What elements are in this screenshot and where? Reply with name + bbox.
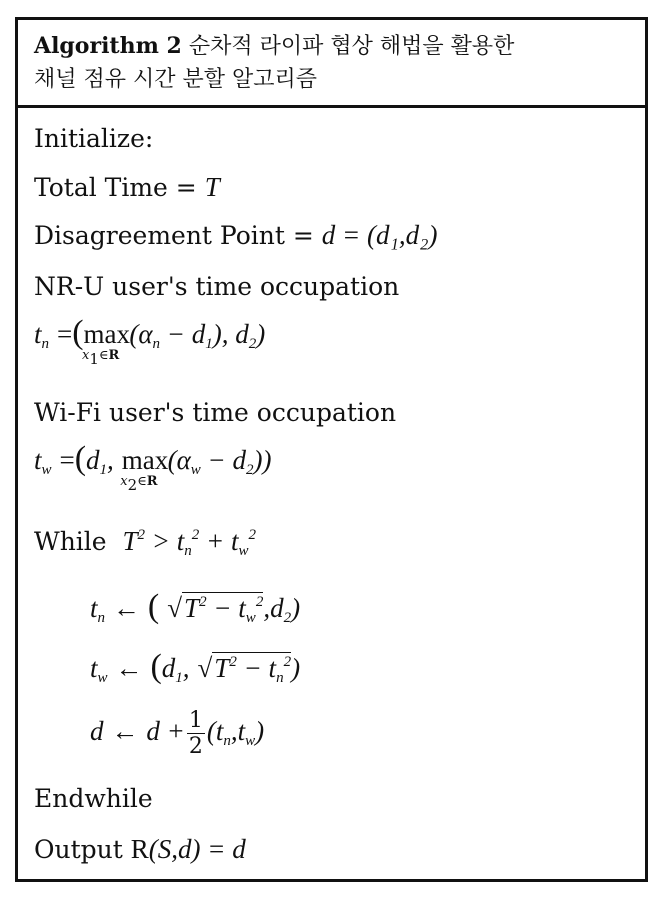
initialize-line: Initialize: (34, 124, 154, 153)
update-tn: $t_n$ ← ( $√T^2 - t_w^2,d_2$) (90, 588, 301, 626)
while-label: While (34, 527, 107, 556)
algorithm-title-line2: 채널 점유 시간 분할 알고리즘 (34, 67, 317, 92)
wifi-formula: $t_w =(d_1$, $\max x_2\in R(\alpha_w - d_2)$) (34, 440, 272, 494)
wifi-label: Wi-Fi user's time occupation (34, 398, 397, 427)
disagreement-label: Disagreement Point = (34, 221, 322, 250)
algorithm-title (34, 30, 645, 63)
disagreement-line (34, 220, 438, 251)
total-time-label: Total Time = (34, 173, 205, 202)
update-d: d ← d + $\frac{1}{2}$ $(t_n,t_w)$ (90, 708, 265, 759)
update-tw: $t_w$ ← ($d_1$, $√T^2 - t_n^2$) (90, 648, 301, 686)
disagreement-expr: d = (d₁,d₂) (321, 220, 438, 250)
algorithm-header (18, 20, 645, 108)
algorithm-number: Algorithm 2 (34, 33, 182, 59)
algorithm-body (18, 108, 645, 879)
algorithm-box (15, 17, 648, 882)
algorithm-title-text: 순차적 라이파 협상 해법을 활용한 (188, 34, 515, 59)
while-line: While $T^2 > t_n^2 + t_w^2$ (34, 526, 257, 559)
nru-label: NR-U user's time occupation (34, 272, 400, 301)
endwhile-line: Endwhile (34, 784, 153, 813)
output-label: Output (34, 835, 123, 864)
output-line: Output R(S,d) = d (34, 834, 246, 864)
nru-formula: $t_n$ $=(\max x_1\in R(\alpha_n - d_1)$, $d_2$) (34, 314, 266, 368)
total-time-line (34, 172, 220, 203)
total-time-var: T (204, 172, 220, 202)
